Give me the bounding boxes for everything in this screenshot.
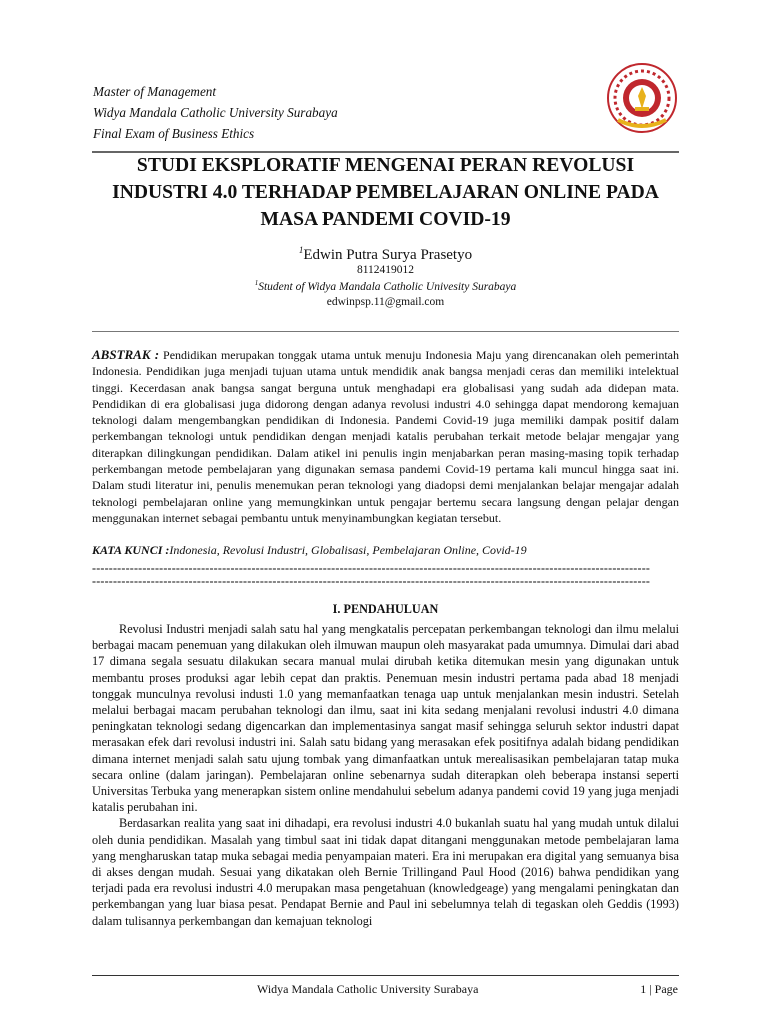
student-id: 8112419012 — [356, 264, 415, 276]
abstract — [92, 347, 679, 526]
affiliation: Student of Widya Mandala Catholic Univesity Surabaya — [258, 280, 517, 293]
title-line: STUDI EKSPLORATIF MENGENAI PERAN REVOLUSI — [136, 155, 635, 176]
keywords — [92, 543, 679, 558]
page-number: 1 | Page — [640, 982, 678, 996]
dashed-separator: ------------------------------------------------------------------------------------------------------------------------------------- — [92, 574, 651, 588]
institution-line-university: Widya Mandala Catholic University Surabaya — [93, 105, 338, 120]
author-name: Edwin Putra Surya Prasetyo — [303, 247, 473, 263]
affiliation-line — [92, 279, 679, 293]
section-heading: I. PENDAHULUAN — [332, 602, 439, 616]
body-text — [92, 621, 679, 929]
author-name-line — [92, 240, 679, 265]
abstract-top-rule — [92, 331, 679, 332]
institution-header — [93, 81, 338, 144]
university-crest-icon — [606, 62, 678, 134]
body-paragraph: Berdasarkan realita yang saat ini dihadapi, era revolusi industri 4.0 bukanlah suatu hal yang mudah untuk dilalui oleh dunia pendidikan. Masalah yang timbul saat ini tidak dapat ditangani menggunakan metode pembelajaran lama yang mengharuskan tatap muka sebagai media penyampaian materi. Era ini merupakan era digital yang semuanya bisa di akses dengan mudah. Sesuai yang dikatakan oleh Bernie Trillingand Paul Hood (2016) bahwa pendidikan yang terjadi pada era revolusi industri 4.0 merupakan masa pengetahuan (knowledgeage) yang mengalami peningkatan dan perkembangan yang luar biasa pesat. Pendapat Bernie and Paul ini sebelumnya telah di tegaskan oleh Geddis (1993) dalam tulisannya perkembangan dan kemajuan teknologi — [92, 816, 679, 928]
keywords-text: Indonesia, Revolusi Industri, Globalisasi, Pembelajaran Online, Covid-19 — [169, 543, 527, 557]
abstract-label: ABSTRAK : — [92, 347, 160, 362]
title-line: MASA PANDEMI COVID-19 — [260, 209, 511, 230]
dashed-separator: ------------------------------------------------------------------------------------------------------------------------------------- — [92, 561, 651, 575]
footer-rule — [92, 975, 679, 976]
institution-line-course: Final Exam of Business Ethics — [93, 126, 255, 141]
title-line: INDUSTRI 4.0 TERHADAP PEMBELAJARAN ONLINE PADA — [112, 182, 659, 203]
keywords-label: KATA KUNCI : — [92, 543, 170, 557]
affiliation-superscript: 1 — [254, 279, 259, 287]
paper-title — [92, 152, 679, 233]
body-paragraph: Revolusi Industri menjadi salah satu hal yang mengkatalis percepatan perkembangan teknologi dan ilmu melalui berbagai macam penemuan yang dilakukan oleh ilmuwan maupun oleh masyarakat pada umumnya. Dimulai dari abad 17 dimana segala sesuatu dilakukan secara manual mulai dirubah ketika ditemukan mesin yang digunakan untuk membantu proses produksi agar lebih cepat dan praktis. Penemuan mesin industri pertama pada abad 18 menjadi tonggak munculnya revolusi industi 1.0 yang memanfaatkan tenaga uap untuk menjalankan mesin industri. Setelah melalui berbagai macam perubahan teknologi dan ilmu, saat ini kita sedang menjalani revolusi industri 4.0 dimana peningkatan teknologi sedang digencarkan dan implementasinya sangat masif sehingga seluruh sektor industri dapat merasakan efek dari revolusi industri ini. Salah satu bidang yang merasakan efek positifnya adalah bidang pendidikan dimana internet menjadi salah satu ujung tombak yang dimanfaatkan untuk merealisasikan pembelajaran tatap muka secara online (dalam jaringan). Pembelajaran online sebenarnya sudah diterapkan oleh beberapa instansi seperti Universitas Terbuka yang menerapkan sistem online mendahului sebelum adanya pandemi covid 19 yang juga menjadi katalis perubahan ini. — [92, 622, 679, 815]
author-email: edwinpsp.11@gmail.com — [326, 296, 445, 308]
abstract-text: Pendidikan merupakan tonggak utama untuk menuju Indonesia Maju yang direncanakan oleh pemerintah Indonesia. Pendidikan juga menjadi tujuan utama untuk mendidik anak bangsa menjadi ceras dan memiliki intelektual tinggi. Kecerdasan anak bangsa sangat berguna untuk menghadapi era globalisasi yang sudah ada didepan mata. Pendidikan di era globalisasi juga didorong dengan adanya revolusi industri 4.0 sehingga dapat mendorong kemajuan teknologi dalam mengembangkan pendidikan di Indonesia. Pandemi Covid-19 juga memiliki dampak positif dalam perkembangan teknologi untuk pendidikan dengan menjadi katalis perubahan terkait metode belajar mengajar yang diterapkan dilingkungan pendidikan. Dalam atikel ini penulis ingin menjabarkan peran masing-masing topik terhadap perkembangan metode pembelajaran yang digunakan semasa pandemi Covid-19 pertama kali muncul hingga saat ini. Dalam studi literatur ini, penulis menemukan peran teknologi yang diadopsi demi menjalankan belajar mengajar adalah teknologi pembelajaran online yang memungkinkan untuk pengajar bertemu secara langsung dengan pelajar dengan menggunakan internet sebagai pembantu untuk menyinambungkan kegiatan tersebut. — [92, 348, 679, 525]
author-superscript: 1 — [298, 245, 304, 255]
footer-text: Widya Mandala Catholic University Surabaya — [257, 982, 479, 996]
institution-line-program: Master of Management — [93, 84, 217, 99]
